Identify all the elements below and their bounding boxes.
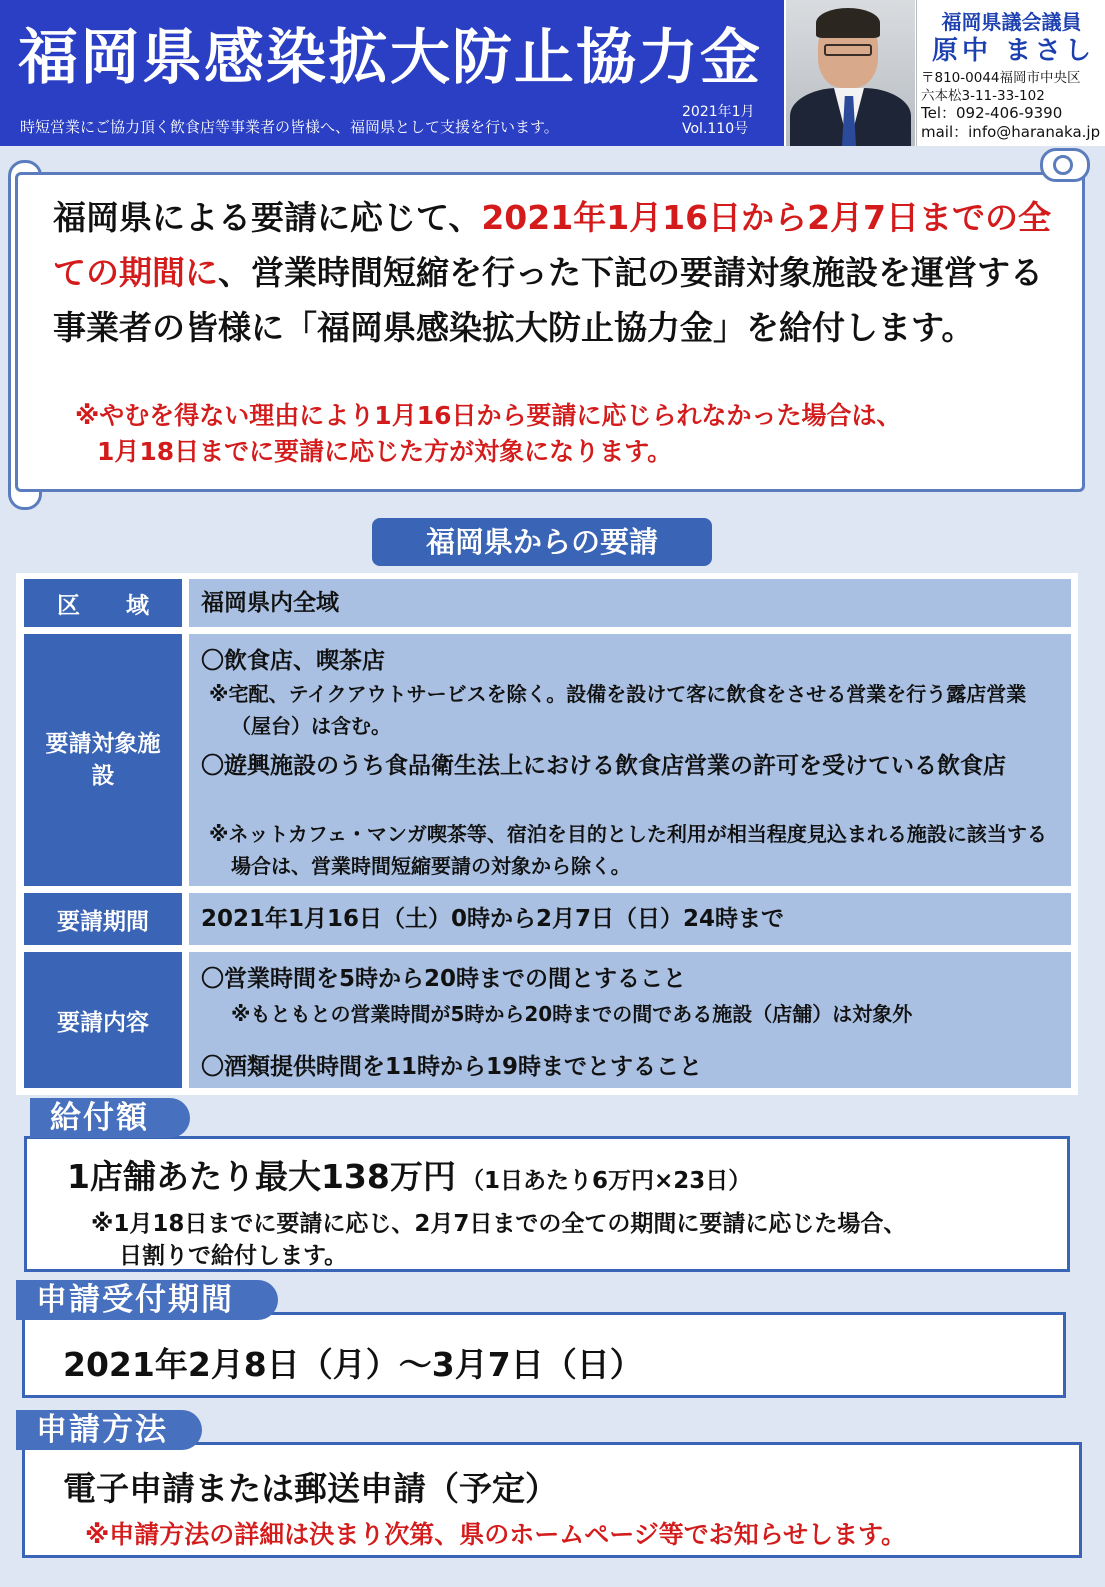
intro-part1: 福岡県による要請に応じて、 [53,198,482,237]
request-table [16,573,1078,1095]
intro-note-line2: 1月18日までに要請に応じた方が対象になります。 [97,437,673,466]
row-period-header: 要請期間 [24,893,182,945]
contact-name: 原中 まさし [931,36,1096,66]
title-banner [0,0,784,146]
issue-date: 2021年1月 [682,104,755,120]
period-box [22,1312,1066,1398]
intro-note [75,398,1065,470]
row-content-content [189,952,1071,1088]
row-period-content: 2021年1月16日（土）0時から2月7日（日）24時まで [189,893,1071,945]
method-label: 申請方法 [16,1410,202,1450]
contact-tel: Tel：092-406-9390 [921,104,1063,122]
facility-item2: 〇遊興施設のうち食品衛生法上における飲食店営業の許可を受けている飲食店 [201,753,1006,779]
intro-part3: 、営業時間短縮を行った下記の要請対象施設を運営する事業者の皆様に「福岡県感染拡大防止協力金」を給付します。 [53,253,1043,347]
issue-info [682,104,772,138]
method-box [22,1442,1082,1558]
request-title: 福岡県からの要請 [372,518,712,566]
facility-note1: ※宅配、テイクアウトサービスを除く。設備を設けて客に飲食をさせる営業を行う露店営業（屋台）は含む。 [209,682,1027,738]
intro-note-line1: ※やむを得ない理由により1月16日から要請に応じられなかった場合は、 [75,401,902,430]
scroll-curl-right [1040,148,1090,182]
contact-role: 福岡県議会議員 [941,10,1082,34]
content-note1: ※もともとの営業時間が5時から20時までの間である施設（店舗）は対象外 [231,1002,913,1026]
issue-vol: Vol.110号 [682,121,749,137]
content-item2: 〇酒類提供時間を11時から19時までとすること [201,1054,703,1080]
row-facility-content [189,634,1071,886]
facility-item1: 〇飲食店、喫茶店 [201,648,385,674]
amount-note2: 日割りで給付します。 [119,1243,348,1269]
contact-info [916,0,1105,146]
facility-note2: ※ネットカフェ・マンガ喫茶等、宿泊を目的とした利用が相当程度見込まれる施設に該当する場合は、営業時間短縮要請の対象から除く。 [209,822,1047,878]
amount-note1: ※1月18日までに要請に応じ、2月7日までの全ての期間に要請に応じた場合、 [91,1211,907,1237]
amount-line [67,1151,751,1198]
amount-box [24,1136,1070,1272]
row-facility-header: 要請対象施設 [24,634,182,886]
period-label: 申請受付期間 [16,1280,278,1320]
period-value: 2021年2月8日（月）～3月7日（日） [63,1345,643,1384]
row-area-header: 区 域 [24,579,182,627]
amount-sub: （1日あたり6万円×23日） [460,1168,752,1194]
content-item1: 〇営業時間を5時から20時までの間とすること [201,966,687,992]
amount-main: 1店舗あたり最大138万円 [67,1157,456,1196]
method-note: ※申請方法の詳細は決まり次第、県のホームページ等でお知らせします。 [85,1520,907,1549]
contact-mail: mail：info@haranaka.jp [921,123,1101,141]
method-value: 電子申請または郵送申請（予定） [63,1469,558,1508]
row-content-header: 要請内容 [24,952,182,1088]
contact-address2: 六本松3-11-33-102 [921,88,1045,104]
intro-period: 2021年1月16日から2月7日までの全ての期間に [53,198,1051,292]
contact-address1: 〒810-0044福岡市中央区 [921,70,1081,86]
amount-label: 給付額 [30,1098,190,1138]
intro-text [53,190,1063,355]
portrait-photo [786,0,915,146]
page-title: 福岡県感染拡大防止協力金 [18,23,762,93]
row-area-content: 福岡県内全域 [189,579,1071,627]
header [0,0,1105,146]
page-subtitle: 時短営業にご協力頂く飲食店等事業者の皆様へ、福岡県として支援を行います。 [20,118,559,136]
